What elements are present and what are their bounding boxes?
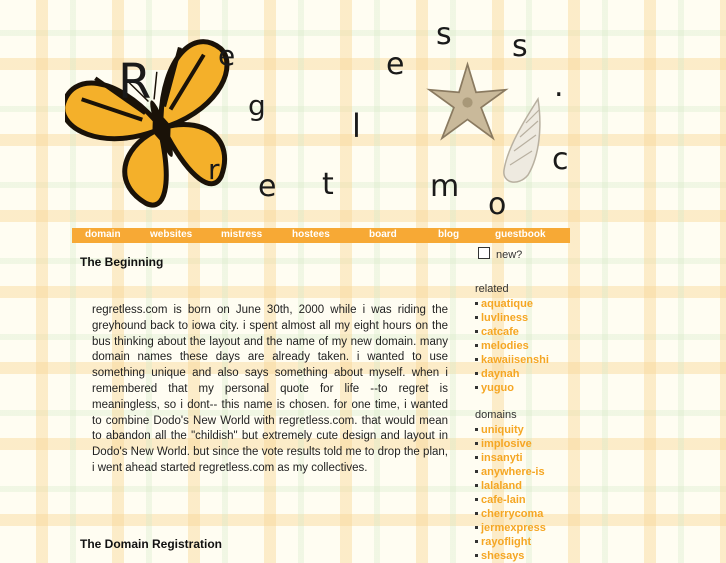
nav-board[interactable]: board [369, 229, 397, 240]
banner-letter-e1: e [218, 39, 236, 72]
domain-link-implosive[interactable]: implosive [481, 438, 532, 450]
related-link-kawaiisenshi[interactable]: kawaiisenshi [481, 354, 549, 366]
related-link-daynah[interactable]: daynah [481, 368, 520, 380]
domain-link-uniquity[interactable]: uniquity [481, 424, 524, 436]
related-link-yuguo[interactable]: yuguo [481, 382, 514, 394]
banner-letter-r: R [118, 54, 152, 110]
domain-link-insanyti[interactable]: insanyti [481, 452, 523, 464]
list-item [475, 451, 585, 465]
nav-domain[interactable]: domain [85, 229, 121, 240]
nav-guestbook[interactable]: guestbook [495, 229, 546, 240]
banner-letter-e3: e [258, 169, 277, 204]
list-item [475, 437, 585, 451]
domain-link-cherrycoma[interactable]: cherrycoma [481, 508, 544, 520]
list-item [475, 367, 585, 381]
seashell-icon [498, 95, 548, 190]
related-link-luvliness[interactable]: luvliness [481, 312, 529, 324]
related-link-aquatique[interactable]: aquatique [481, 298, 533, 310]
banner-letter-s2: s [512, 29, 528, 64]
list-item [475, 311, 585, 325]
banner-letter-e2: e [386, 47, 405, 82]
domain-link-lalaland[interactable]: lalaland [481, 480, 522, 492]
nav-blog[interactable]: blog [438, 229, 460, 240]
new-label: new? [496, 249, 523, 261]
heading-the-beginning: The Beginning [80, 255, 164, 269]
domain-link-cafe-lain[interactable]: cafe-lain [481, 494, 526, 506]
nav-bar [72, 228, 570, 243]
main-content [80, 255, 455, 477]
nav-hostees[interactable]: hostees [292, 229, 330, 240]
related-link-catcafe[interactable]: catcafe [481, 326, 519, 338]
banner-letter-c: c [552, 142, 569, 177]
banner-letter-dot: . [554, 69, 564, 104]
banner-letter-r2: r [208, 153, 220, 186]
domains-list [475, 423, 585, 563]
beginning-paragraph: regretless.com is born on June 30th, 2000 while i was riding the greyhound back to iowa city. i spent almost all my eight hours on the bus thinking about the layout and the name of my new domain. many domain names these days are already taken. i wanted to use something unique and also says something about myself. when i remembered that my personal quote for life --to regret is meaningless, so i dont-- this name is chosen. for one time, i wanted to combine Dodo's New World with regretless.com. that would mean to abandon all the "childish" but extremely cute design and layout in Dodo's New World. but since the vote results told me to drop the plan, i went ahead started regretless.com as my collectives. [92, 304, 448, 474]
list-item [475, 549, 585, 563]
list-item [475, 507, 585, 521]
domain-link-rayoflight[interactable]: rayoflight [481, 536, 532, 548]
list-item [475, 381, 585, 395]
list-item [475, 465, 585, 479]
banner-letter-l: l [352, 107, 361, 145]
list-item [475, 339, 585, 353]
related-heading: related [475, 283, 509, 295]
list-item [475, 535, 585, 549]
domain-link-shesays[interactable]: shesays [481, 550, 525, 562]
banner-letter-m: m [430, 169, 460, 204]
new-toggle[interactable] [478, 247, 522, 261]
domain-link-anywhere-is[interactable]: anywhere-is [481, 466, 545, 478]
list-item [475, 325, 585, 339]
list-item [475, 479, 585, 493]
list-item [475, 423, 585, 437]
new-checkbox[interactable] [478, 247, 490, 259]
site-banner [60, 10, 600, 230]
list-item [475, 297, 585, 311]
banner-letter-t: t [322, 167, 334, 202]
related-link-melodies[interactable]: melodies [481, 340, 529, 352]
banner-letter-o: o [488, 187, 507, 222]
nav-websites[interactable]: websites [150, 229, 193, 240]
nav-mistress[interactable]: mistress [221, 229, 263, 240]
list-item [475, 521, 585, 535]
list-item [475, 493, 585, 507]
related-section [475, 283, 585, 395]
domains-heading: domains [475, 409, 517, 421]
banner-letter-g: g [248, 89, 266, 122]
related-list [475, 297, 585, 395]
list-item [475, 353, 585, 367]
domains-section [475, 409, 585, 563]
banner-letter-s1: s [436, 17, 452, 52]
domain-link-jermexpress[interactable]: jermexpress [481, 522, 546, 534]
heading-domain-registration: The Domain Registration [80, 537, 223, 551]
